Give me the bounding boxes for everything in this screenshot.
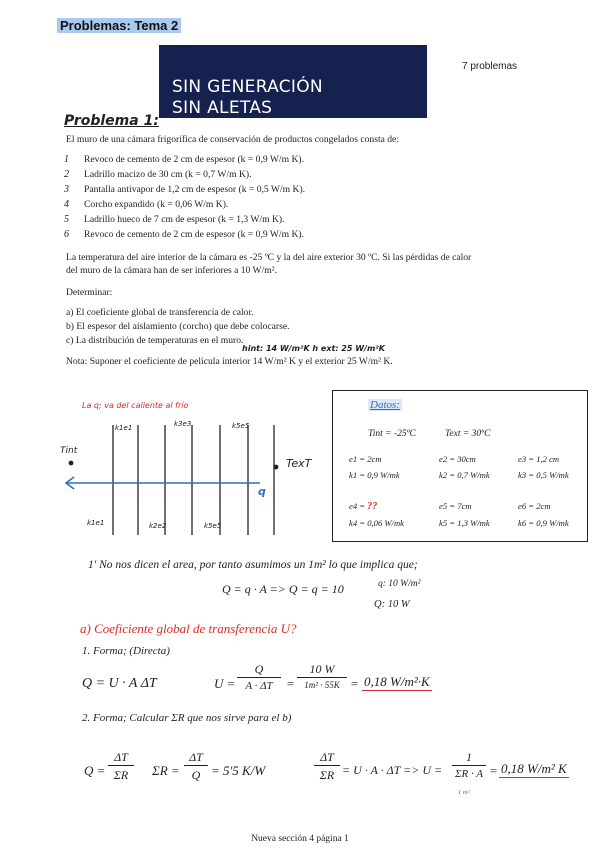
banner-line-1: SIN GENERACIÓN	[172, 77, 323, 97]
question-b: b) El espesor del aislamiento (corcho) que debe colocarse.	[66, 321, 290, 332]
problem-note: Nota: Suponer el coeficiente de película interior 14 W/m² K y el exterior 25 W/m² K.	[66, 356, 393, 367]
section-a-heading: a) Coeficiente global de transferencia U?	[80, 621, 297, 636]
heat-direction-note: La q; va del caliente al frío	[82, 401, 189, 410]
bottom-layer-label: k5e5	[204, 522, 222, 530]
layer-mark: 6	[64, 229, 69, 240]
layer-text: Revoco de cemento de 2 cm de espesor (k = 0,9 W/m K).	[84, 229, 304, 240]
section-banner	[159, 45, 427, 118]
eq3-middle: = U · A · ΔT => U =	[342, 763, 443, 777]
list-item	[64, 228, 304, 243]
layer-mark: 4	[64, 199, 69, 210]
conditions-line-2: del muro de la cámara han de ser inferiores a 10 W/m².	[66, 265, 278, 276]
top-layer-label: k1e1	[115, 424, 133, 432]
question-a: a) El coeficiente global de transferencia de calor.	[66, 307, 254, 318]
area-annotation: 1 m²	[458, 789, 470, 796]
area-assumption: 1' No nos dicen el area, por tanto asumimos un 1m² lo que implica que;	[88, 559, 418, 571]
t-ext-label: TexT	[286, 457, 312, 470]
layer-mark: 5	[64, 214, 69, 225]
sr-denominator: Q	[191, 768, 201, 782]
layer-text: Revoco de cemento de 2 cm de espesor (k = 0,9 W/m K).	[84, 154, 304, 165]
method-2-label: 2. Forma; Calcular ΣR que nos sirve para el b)	[82, 712, 292, 724]
list-item	[64, 168, 252, 183]
bottom-layer-label: k2e2	[149, 522, 167, 530]
u-denominator: A · ΔT	[245, 680, 273, 692]
bottom-layer-label: k1e1	[87, 519, 105, 527]
datos-k6: k6 = 0,9 W/mk	[518, 518, 569, 528]
u-result: 0,18 W/m²·K	[364, 674, 430, 689]
q-label: q	[258, 485, 266, 498]
sr-numerator: ΔT	[184, 750, 208, 766]
final-result: 0,18 W/m² K	[501, 761, 567, 776]
datos-e4	[349, 501, 377, 512]
equals-sign: =	[489, 763, 498, 778]
equals-sign: =	[350, 676, 359, 691]
datos-k1: k1 = 0,9 W/mk	[349, 470, 400, 480]
layer-list	[64, 153, 306, 243]
determine-label: Determinar:	[66, 287, 113, 298]
q-denominator: ΣR	[113, 768, 129, 782]
conditions-line-1: La temperatura del aire interior de la cámara es -25 ºC y la del aire exterior 30 ºC. Si las pérdidas de calor	[66, 252, 472, 263]
list-item	[64, 183, 306, 198]
datos-box	[332, 390, 588, 542]
layer-mark: 3	[64, 184, 69, 195]
q-numerator: ΔT	[108, 750, 134, 766]
layer-text: Pantalla antivapor de 1,2 cm de espesor (k = 0,5 W/m K).	[84, 184, 306, 195]
question-c: c) La distribución de temperaturas en el muro.	[66, 335, 244, 346]
t-ext-point	[272, 463, 280, 471]
heat-flux-value: q: 10 W/m²	[378, 579, 421, 589]
t-int-label: Tint	[60, 446, 78, 456]
u-numerator: Q	[237, 662, 281, 678]
eq3-denominator-2: ΣR · A	[454, 768, 484, 780]
datos-k4: k4 = 0,06 W/mk	[349, 518, 404, 528]
problem-label: Problema 1:	[64, 113, 159, 129]
datos-t-int: Tint = -25ºC	[368, 429, 416, 439]
datos-k3: k3 = 0,5 W/mk	[518, 470, 569, 480]
problem-intro: El muro de una cámara frigorífica de conservación de productos congelados consta de:	[66, 134, 399, 145]
u-lhs: U =	[214, 676, 236, 691]
top-layer-label: k3e3	[174, 420, 192, 428]
list-item	[64, 153, 304, 168]
datos-t-ext: Text = 30ºC	[445, 429, 491, 439]
formula-q-u: Q = U · A ΔT	[82, 676, 157, 691]
layer-text: Ladrillo macizo de 30 cm (k = 0,7 W/m K).	[84, 169, 252, 180]
layer-mark: 1	[64, 154, 69, 165]
datos-e1: e1 = 2cm	[349, 454, 382, 464]
datos-title: Datos:	[370, 399, 400, 411]
heat-value: Q: 10 W	[374, 599, 410, 610]
datos-e4-unknown: ??	[367, 501, 378, 512]
banner-line-2: SIN ALETAS	[172, 98, 273, 118]
datos-k2: k2 = 0,7 W/mk	[439, 470, 490, 480]
q-lhs: Q =	[84, 763, 106, 778]
u-denominator-value: 1m² · 55K	[304, 680, 340, 690]
datos-e5: e5 = 7cm	[439, 501, 472, 511]
datos-e4-label: e4 =	[349, 501, 366, 511]
handwritten-h-values: hint: 14 W/m²K h ext: 25 W/m²K	[242, 344, 386, 353]
top-layer-label: k5e5	[232, 422, 250, 430]
list-item	[64, 198, 229, 213]
sr-result: = 5'5 K/W	[211, 763, 266, 778]
heat-equation: Q = q · A => Q = q = 10	[222, 582, 344, 596]
t-int-point	[69, 461, 74, 466]
datos-k5: k5 = 1,3 W/mk	[439, 518, 490, 528]
sr-lhs: ΣR =	[152, 763, 180, 778]
layer-mark: 2	[64, 169, 69, 180]
layer-text: Ladrillo hueco de 7 cm de espesor (k = 1,3 W/m K).	[84, 214, 285, 225]
layer-text: Corcho expandido (k = 0,06 W/m K).	[84, 199, 229, 210]
problem-count: 7 problemas	[462, 61, 518, 72]
eq3-numerator: ΔT	[314, 750, 340, 766]
eq3-denominator: ΣR	[319, 768, 335, 782]
list-item	[64, 213, 285, 228]
datos-e2: e2 = 30cm	[439, 454, 476, 464]
page-footer: Nueva sección 4 página 1	[251, 834, 349, 844]
method-1-label: 1. Forma; (Directa)	[82, 645, 170, 657]
datos-e3: e3 = 1,2 cm	[518, 454, 560, 464]
equals-sign: =	[286, 676, 295, 691]
datos-e6: e6 = 2cm	[518, 501, 551, 511]
page-title: Problemas: Tema 2	[57, 18, 181, 33]
u-numerator-value: 10 W	[297, 662, 347, 678]
eq3-numerator-2: 1	[452, 750, 486, 766]
